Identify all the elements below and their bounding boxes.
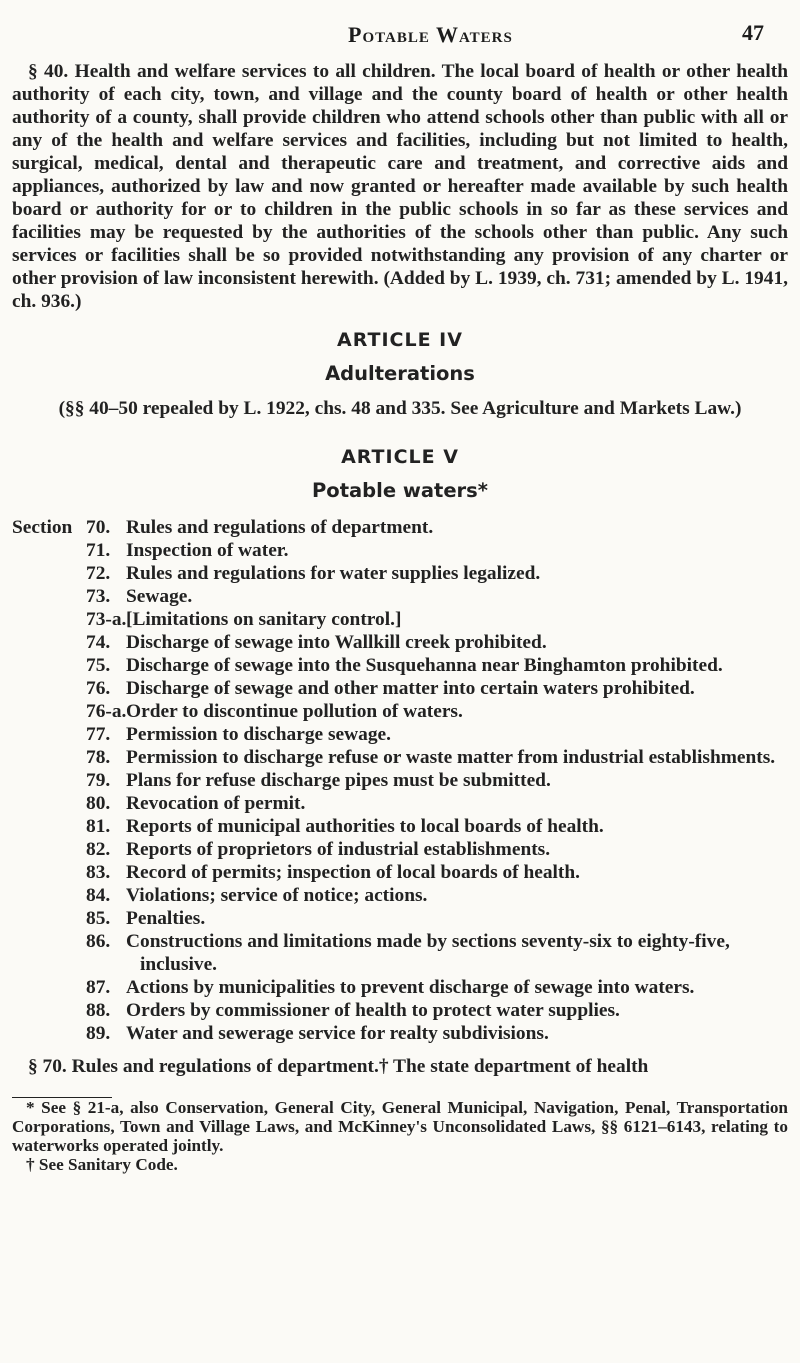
contents-entry: [12, 884, 788, 907]
contents-entry-title: Rules and regulations for water supplies legalized.: [126, 563, 541, 584]
contents-entry-number-cell: [12, 746, 126, 769]
article-v-subtitle: Potable waters*: [312, 479, 488, 502]
contents-entry-title: Plans for refuse discharge pipes must be submitted.: [126, 770, 551, 791]
contents-entry-number-cell: [12, 792, 126, 815]
contents-entry: [12, 723, 788, 746]
contents-entry-title: Sewage.: [126, 586, 193, 607]
contents-entry-number-cell: [12, 654, 126, 677]
contents-entry-title: Discharge of sewage and other matter into certain waters prohibited.: [126, 678, 695, 699]
article-iv-repeal-note: (§§ 40–50 repealed by L. 1922, chs. 48 and 335. See Agriculture and Markets Law.): [58, 398, 742, 419]
contents-entry-number-cell: [12, 907, 126, 930]
contents-entry: [12, 999, 788, 1022]
contents-entry-number: 76.: [86, 678, 111, 699]
contents-entry-number-cell: [12, 631, 126, 654]
contents-entry: [12, 677, 788, 700]
footnote-star: * See § 21-a, also Conservation, General City, General Municipal, Navigation, Penal, Transportation Corporations, Town and Village Laws, and McKinney's Unconsolidated Laws, §§ 6121–6143, relating to waterworks operated jointly.: [12, 1098, 788, 1156]
section-70-paragraph: [12, 1055, 788, 1078]
contents-entry: [12, 815, 788, 838]
article-v-contents: [12, 516, 788, 1045]
section-40-heading: Health and welfare services to all children.: [74, 61, 436, 82]
contents-entry-number: 72.: [86, 563, 111, 584]
contents-entry-number: 83.: [86, 862, 111, 883]
contents-entry-number: 78.: [86, 747, 111, 768]
contents-entry-title: Permission to discharge sewage.: [126, 724, 391, 745]
contents-entry-number-cell: [12, 769, 126, 792]
contents-entry-number: 80.: [86, 793, 111, 814]
contents-entry-title: Reports of municipal authorities to local boards of health.: [126, 816, 604, 837]
text-block: [12, 60, 788, 1174]
contents-entry-number: 82.: [86, 839, 111, 860]
page-number: 47: [742, 20, 764, 45]
section-40-paragraph: [12, 60, 788, 313]
contents-entry-number-cell: [12, 700, 126, 723]
article-iv-title: ARTICLE IV: [337, 329, 463, 351]
contents-entry-number: 89.: [86, 1023, 111, 1044]
contents-entry: [12, 631, 788, 654]
contents-entry: [12, 838, 788, 861]
contents-entry: [12, 700, 788, 723]
contents-entry: [12, 907, 788, 930]
contents-entry-number: 73-a.: [86, 609, 127, 630]
contents-entry-number-cell: [12, 539, 126, 562]
contents-entry-title: Inspection of water.: [126, 540, 289, 561]
contents-entry: [12, 608, 788, 631]
contents-entry-number: 85.: [86, 908, 111, 929]
contents-entry-title: Record of permits; inspection of local boards of health.: [126, 862, 581, 883]
contents-entry-title: Discharge of sewage into the Susquehanna near Binghamton prohibited.: [126, 655, 723, 676]
contents-entry-title: Order to discontinue pollution of waters.: [126, 701, 463, 722]
contents-entry: [12, 654, 788, 677]
section-40-body: The local board of health or other health authority of each city, town, and village and the county board of health or other health authority of a county, shall provide children who attend schools other than public with all or any of the health and welfare services and facilities, including but not limited to health, surgical, medical, dental and therapeutic care and treatment, and corrective aids and appliances, authorized by law and now granted or hereafter made available by such health board or authority for or to children in the public schools in so far as these services and facilities may be requested by the authorities of the schools other than public. Any such services or facilities shall be so provided notwithstanding any provision of any charter or other provision of law inconsistent herewith. (Added by L. 1939, ch. 731; amended by L. 1941, ch. 936.): [12, 61, 788, 312]
section-70-body: The state department of health: [393, 1056, 649, 1077]
contents-entry-number-cell: [12, 585, 126, 608]
contents-entry-title: Reports of proprietors of industrial establishments.: [126, 839, 551, 860]
contents-entry-number-cell: [12, 884, 126, 907]
contents-entry-title: Revocation of permit.: [126, 793, 306, 814]
contents-entry: [12, 585, 788, 608]
contents-entry: [12, 792, 788, 815]
contents-entry: [12, 539, 788, 562]
article-v-title: ARTICLE V: [341, 446, 459, 468]
contents-entry-number: 75.: [86, 655, 111, 676]
contents-entry-title: Actions by municipalities to prevent discharge of sewage into waters.: [126, 977, 695, 998]
contents-entry-number: 73.: [86, 586, 111, 607]
contents-entry: [12, 930, 788, 976]
contents-entry-number: 87.: [86, 977, 111, 998]
contents-entry-title: Rules and regulations of department.: [126, 517, 434, 538]
contents-entry-title: Orders by commissioner of health to protect water supplies.: [126, 1000, 620, 1021]
contents-entry-number: 71.: [86, 540, 111, 561]
contents-entry-number-cell: [12, 516, 126, 539]
contents-entry-title: [Limitations on sanitary control.]: [126, 609, 402, 630]
contents-entry-number: 70.: [86, 517, 111, 538]
contents-entry: [12, 976, 788, 999]
section-70-number: § 70.: [28, 1056, 67, 1077]
contents-entry-number-cell: [12, 723, 126, 746]
contents-entry-number-cell: [12, 562, 126, 585]
contents-entry-number: 84.: [86, 885, 111, 906]
running-title: Potable Waters: [348, 22, 513, 47]
footnotes: [12, 1098, 788, 1174]
contents-entry: [12, 746, 788, 769]
contents-entry-number: 86.: [86, 931, 111, 952]
contents-entry-number-cell: [12, 815, 126, 838]
contents-entry-title: Penalties.: [126, 908, 206, 929]
section-40-number: § 40.: [28, 61, 69, 82]
contents-entry-number-cell: [12, 608, 126, 631]
contents-entry-number: 88.: [86, 1000, 111, 1021]
contents-entry-number: 79.: [86, 770, 111, 791]
contents-entry-number: 77.: [86, 724, 111, 745]
contents-entry-number: 74.: [86, 632, 111, 653]
contents-entry-number-cell: [12, 999, 126, 1022]
contents-entry-number-cell: [12, 976, 126, 999]
contents-entry-number-cell: [12, 677, 126, 700]
contents-entry: [12, 861, 788, 884]
contents-entry-number: 76-a.: [86, 701, 127, 722]
footnote-dagger: † See Sanitary Code.: [26, 1155, 178, 1175]
running-head: [0, 18, 800, 52]
contents-entry: [12, 1022, 788, 1045]
contents-entry-title: Permission to discharge refuse or waste matter from industrial establishments.: [126, 747, 776, 768]
contents-entry-number-cell: [12, 1022, 126, 1045]
contents-section-label: Section: [12, 517, 73, 538]
contents-entry-number: 81.: [86, 816, 111, 837]
section-70-heading: Rules and regulations of department.†: [71, 1056, 389, 1077]
contents-entry-number-cell: [12, 861, 126, 884]
contents-entry-title: Water and sewerage service for realty subdivisions.: [126, 1023, 549, 1044]
contents-entry-number-cell: [12, 838, 126, 861]
article-iv-subtitle: Adulterations: [325, 362, 475, 385]
contents-entry-title: Constructions and limitations made by sections seventy-six to eighty-five, inclusive.: [126, 931, 730, 975]
contents-entry: [12, 769, 788, 792]
contents-entry-number-cell: [12, 930, 126, 953]
contents-entry-title: Violations; service of notice; actions.: [126, 885, 428, 906]
contents-entry: [12, 562, 788, 585]
contents-entry: [12, 516, 788, 539]
contents-entry-title: Discharge of sewage into Wallkill creek prohibited.: [126, 632, 547, 653]
